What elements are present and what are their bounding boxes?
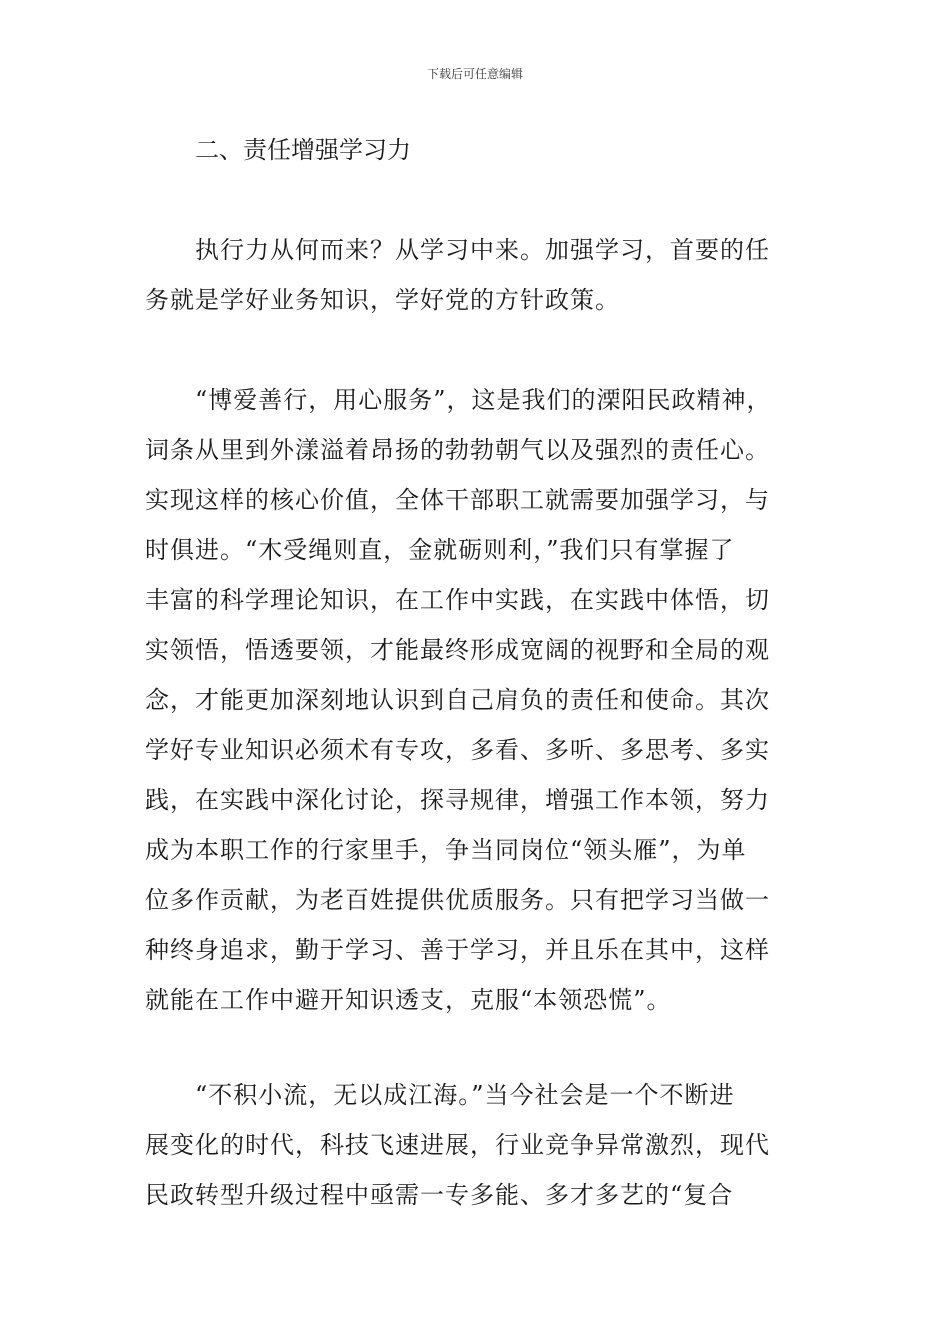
paragraph-line: 实领悟，悟透要领，才能最终形成宽阔的视野和全局的观 [145, 636, 770, 664]
paragraph-line: 学好专业知识必须术有专攻，多看、多听、多思考、多实 [145, 736, 770, 764]
paragraph-line: 成为本职工作的行家里手，争当同岗位“领头雁”，为单 [145, 836, 747, 864]
paragraph-line: 就能在工作中避开知识透支，克服“本领恐慌”。 [145, 986, 672, 1014]
paragraph-2 [145, 375, 815, 1025]
paragraph-line: 务就是学好业务知识，学好党的方针政策。 [145, 286, 620, 314]
paragraph-line: 念，才能更加深刻地认识到自己肩负的责任和使命。其次 [145, 686, 770, 714]
paragraph-line: 执行力从何而来？从学习中来。加强学习，首要的任 [195, 236, 770, 264]
paragraph-line: 践，在实践中深化讨论，探寻规律，增强工作本领，努力 [145, 786, 770, 814]
paragraph-line: 实现这样的核心价值，全体干部职工就需要加强学习，与 [145, 486, 770, 514]
paragraph-line: 词条从里到外漾溢着昂扬的勃勃朝气以及强烈的责任心。 [145, 436, 770, 464]
section-heading: 二、责任增强学习力 [195, 136, 411, 164]
paragraph-line: 民政转型升级过程中亟需一专多能、多才多艺的“复合 [145, 1181, 734, 1209]
page-header: 下载后可任意编辑 [426, 67, 523, 81]
paragraph-1 [145, 225, 815, 325]
paragraph-line: 时俱进。“木受绳则直，金就砺则利，”我们只有掌握了 [145, 536, 735, 564]
paragraph-line: “不积小流，无以成江海。”当今社会是一个不断进 [195, 1081, 735, 1109]
paragraph-line: 位多作贡献，为老百姓提供优质服务。只有把学习当做一 [145, 886, 770, 914]
paragraph-line: 丰富的科学理论知识，在工作中实践，在实践中体悟，切 [145, 586, 770, 614]
paragraph-3 [145, 1070, 815, 1220]
paragraph-line: 展变化的时代，科技飞速进展，行业竞争异常激烈，现代 [145, 1131, 770, 1159]
paragraph-line: “博爱善行，用心服务”，这是我们的溧阳民政精神， [195, 386, 772, 414]
paragraph-line: 种终身追求，勤于学习、善于学习，并且乐在其中，这样 [145, 936, 770, 964]
